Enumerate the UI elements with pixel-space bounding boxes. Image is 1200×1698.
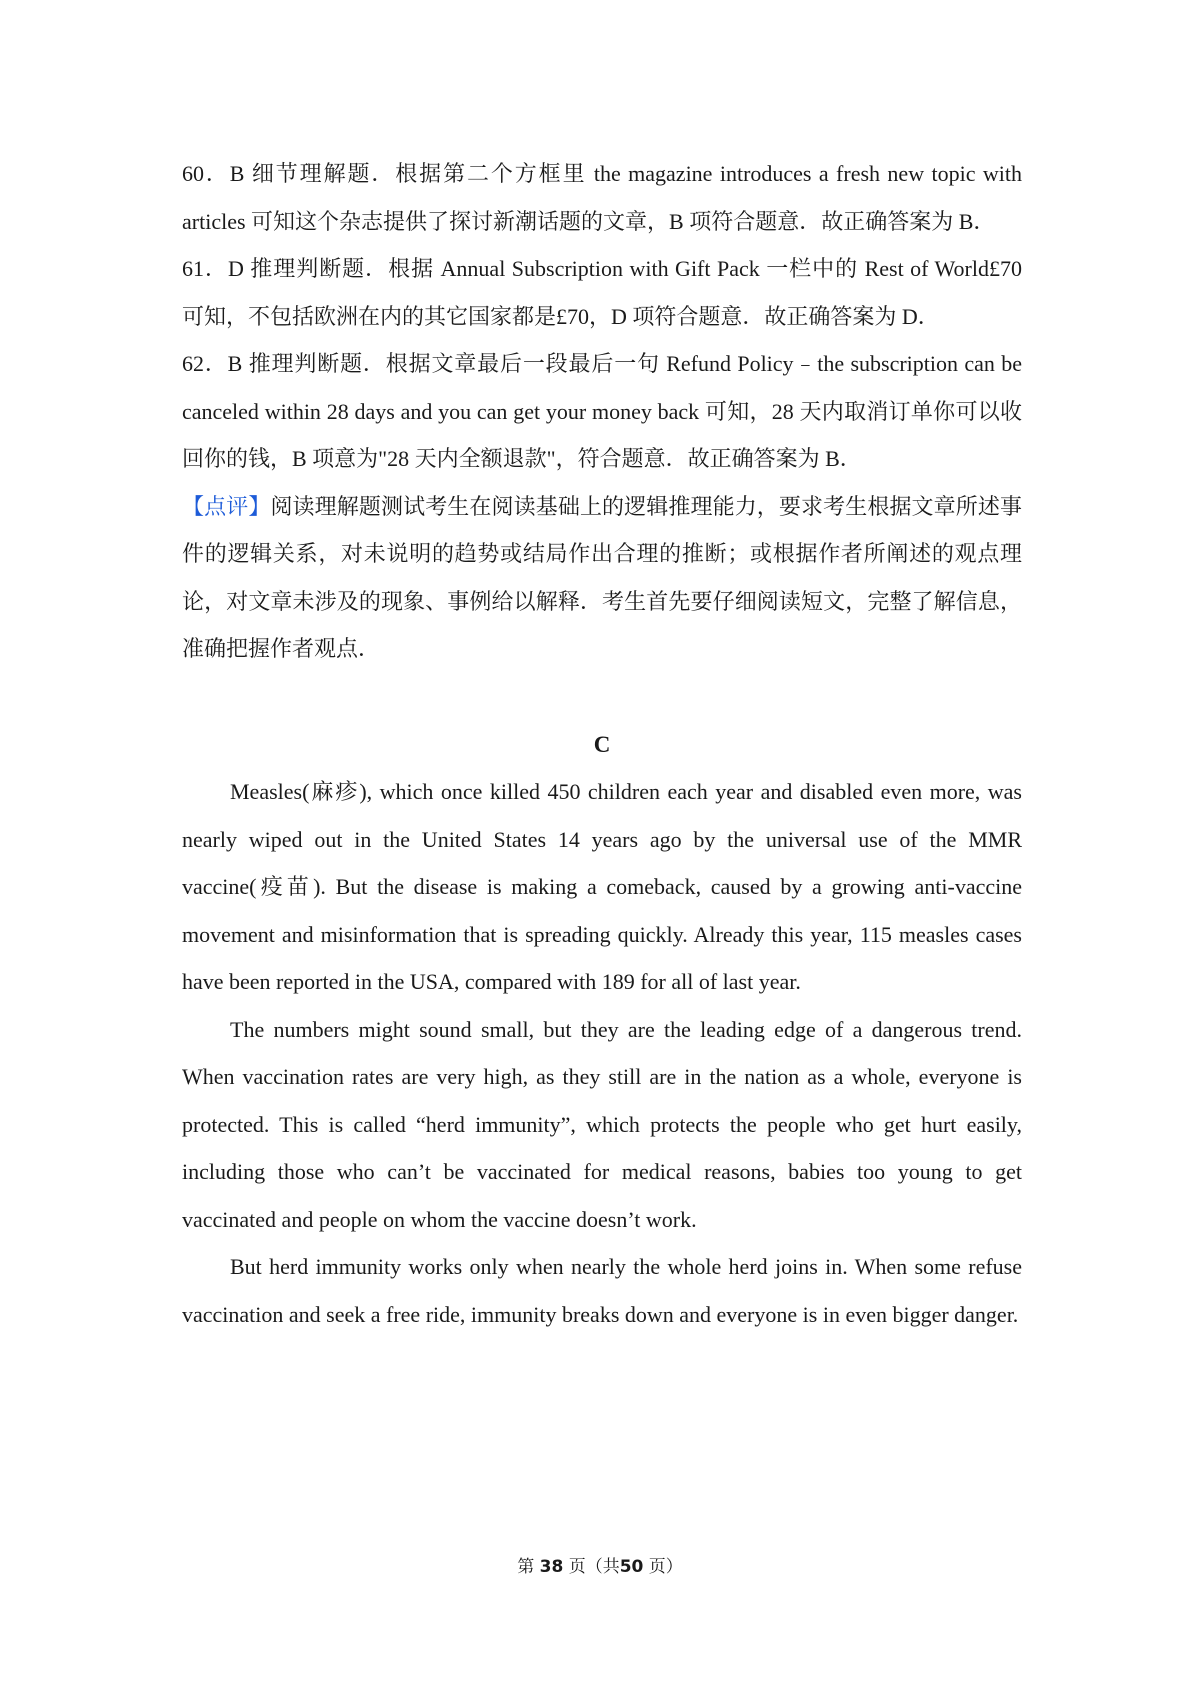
- passage-paragraph-2: The numbers might sound small, but they are the leading edge of a dangerous trend. When vaccination rates are very high, as they still are in the nation as a whole, everyone is protected. This is called “herd immunity”, which protects the people who get hurt easily, including those who can’t be vaccinated for medical reasons, babies too young to get vaccinated and people on whom the vaccine doesn’t work.: [182, 1016, 1022, 1232]
- footer-middle: 页（共: [568, 1557, 620, 1577]
- footer-page-number: 38: [539, 1557, 564, 1577]
- answer-61: 61．D 推理判断题．根据 Annual Subscription with Gift Pack 一栏中的 Rest of World£70 可知，不包括欧洲在内的其它国家都是£70，D 项符合题意．故正确答案为 D．: [182, 256, 1022, 329]
- footer-total-pages: 50: [619, 1557, 644, 1577]
- footer-prefix: 第: [517, 1557, 535, 1577]
- page-content: [182, 150, 1022, 1338]
- answer-62: 62．B 推理判断题．根据文章最后一段最后一句 Refund Policy﹣the subscription can be canceled within 28 days and you can get your money back 可知，28 天内取消订单你可以收回你的钱，B 项意为"28 天内全额退款"，符合题意．故正确答案为 B．: [182, 351, 1022, 471]
- comment-paragraph: [182, 483, 1022, 673]
- comment-label: 【点评】: [182, 493, 271, 519]
- footer-suffix: 页）: [648, 1557, 683, 1577]
- page-footer: [0, 1552, 1200, 1577]
- passage-paragraph-1: Measles(麻疹), which once killed 450 children each year and disabled even more, was nearly wiped out in the United States 14 years ago by the universal use of the MMR vaccine(疫苗). But the disease is making a comeback, caused by a growing anti-vaccine movement and misinformation that is spreading quickly. Already this year, 115 measles cases have been reported in the USA, compared with 189 for all of last year.: [182, 779, 1022, 994]
- answer-60: 60．B 细节理解题．根据第二个方框里 the magazine introduces a fresh new topic with articles 可知这个杂志提供了探讨新潮话题的文章，B 项符合题意．故正确答案为 B．: [182, 161, 1022, 234]
- comment-text: 阅读理解题测试考生在阅读基础上的逻辑推理能力，要求考生根据文章所述事件的逻辑关系，对未说明的趋势或结局作出合理的推断；或根据作者所阐述的观点理论，对文章未涉及的现象、事例给以解释．考生首先要仔细阅读短文，完整了解信息，准确把握作者观点．: [182, 493, 1022, 661]
- passage-title: C: [593, 731, 611, 757]
- passage-paragraph-3: But herd immunity works only when nearly the whole herd joins in. When some refuse vaccination and seek a free ride, immunity breaks down and everyone is in even bigger danger.: [182, 1254, 1022, 1327]
